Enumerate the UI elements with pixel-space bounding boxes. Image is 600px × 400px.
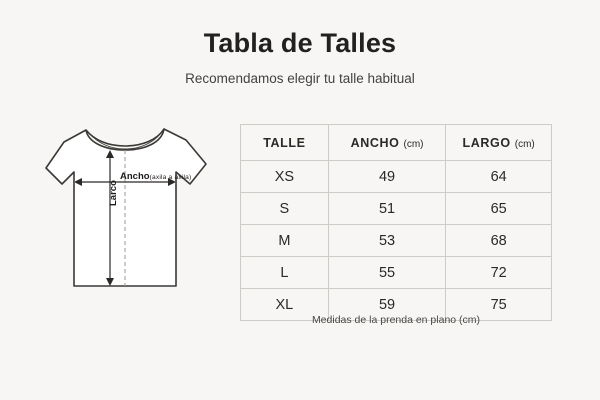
cell-largo: 65: [446, 193, 552, 225]
cell-ancho: 55: [328, 257, 446, 289]
cell-largo: 75: [446, 289, 552, 321]
tshirt-icon: [24, 108, 234, 308]
cell-talle: M: [241, 225, 329, 257]
column-header-largo-unit: (cm): [514, 138, 535, 150]
label-largo: Larco: [108, 180, 119, 206]
page-subtitle: Recomendamos elegir tu talle habitual: [185, 71, 415, 86]
cell-ancho: 51: [328, 193, 446, 225]
label-ancho-text: Ancho: [120, 171, 150, 182]
cell-ancho: 59: [328, 289, 446, 321]
column-header-largo-label: LARGO: [462, 135, 511, 150]
content: [0, 104, 600, 334]
tshirt-illustration: [24, 108, 234, 313]
cell-talle: L: [241, 257, 329, 289]
label-ancho-note: (axila a axila): [149, 174, 192, 181]
cell-largo: 64: [446, 161, 552, 193]
table-row: [241, 193, 552, 225]
size-table: [240, 124, 552, 321]
column-header-ancho-label: ANCHO: [350, 135, 400, 150]
cell-talle: S: [241, 193, 329, 225]
column-header-ancho-unit: (cm): [403, 138, 424, 150]
cell-talle: XS: [241, 161, 329, 193]
cell-largo: 68: [446, 225, 552, 257]
column-header-talle-label: TALLE: [263, 135, 306, 150]
cell-ancho: 49: [328, 161, 446, 193]
cell-talle: XL: [241, 289, 329, 321]
header: [0, 0, 600, 86]
table-header-row: [241, 125, 552, 161]
cell-ancho: 53: [328, 225, 446, 257]
table-row: [241, 161, 552, 193]
page-title: Tabla de Talles: [203, 28, 397, 58]
column-header-ancho: [328, 125, 446, 161]
table-row: [241, 225, 552, 257]
label-ancho: [120, 171, 191, 182]
table-row: [241, 257, 552, 289]
size-table-wrapper: [240, 124, 552, 321]
table-body: [241, 161, 552, 321]
column-header-talle: [241, 125, 329, 161]
footnote: Medidas de la prenda en plano (cm): [311, 314, 481, 326]
table-header: [241, 125, 552, 161]
cell-largo: 72: [446, 257, 552, 289]
column-header-largo: [446, 125, 552, 161]
